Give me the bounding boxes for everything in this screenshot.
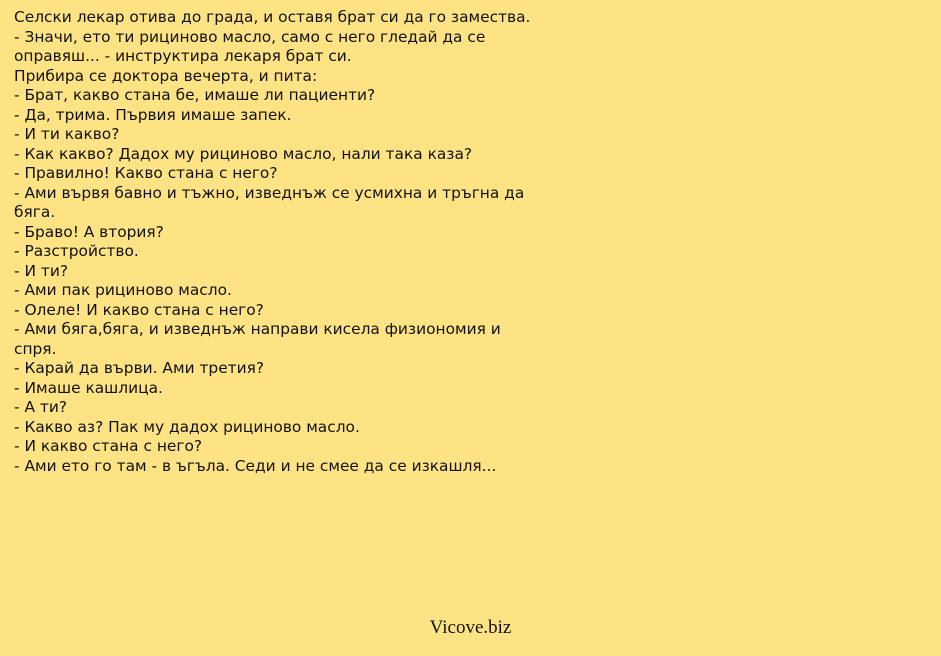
joke-text — [14, 8, 594, 476]
joke-line: - Ами бяга,бяга, и изведнъж направи кисела физиономия и — [14, 320, 501, 338]
joke-line: - Значи, ето ти рициново масло, само с него гледай да се — [14, 27, 486, 46]
joke-line: - Брат, какво стана бе, имаше ли пациенти? — [14, 86, 376, 104]
joke-line: - Разстройство. — [14, 242, 139, 260]
joke-line: бяга. — [14, 203, 56, 221]
joke-line: - А ти? — [14, 398, 68, 416]
joke-line: спря. — [14, 339, 57, 358]
joke-line: - Ами ето го там - в ъгъла. Седи и не смее да се изкашля... — [14, 456, 497, 475]
joke-line: - Карай да върви. Ами третия? — [14, 359, 265, 377]
joke-line: - И какво стана с него? — [14, 437, 203, 455]
joke-line: - Имаше кашлица. — [14, 378, 163, 397]
joke-line: Селски лекар отива до града, и оставя брат си да го замества. — [14, 8, 531, 26]
joke-line: - Да, трима. Първия имаше запек. — [14, 105, 292, 124]
joke-line: оправяш... - инструктира лекаря брат си. — [14, 47, 352, 65]
joke-line: - Ами пак рициново масло. — [14, 281, 232, 299]
site-watermark: Vicove.biz — [429, 617, 512, 638]
joke-line: - Какво аз? Пак му дадох рициново масло. — [14, 417, 360, 436]
joke-line: - Как какво? Дадох му рициново масло, нали така каза? — [14, 144, 473, 163]
joke-line: Прибира се доктора вечерта, и пита: — [14, 66, 318, 85]
joke-line: - Ами вървя бавно и тъжно, изведнъж се усмихна и тръгна да — [14, 183, 525, 202]
joke-line: - И ти? — [14, 261, 68, 280]
joke-line: - Браво! А втория? — [14, 222, 164, 241]
joke-line: - И ти какво? — [14, 125, 120, 143]
joke-line: - Олеле! И какво стана с него? — [14, 300, 264, 319]
joke-line: - Правилно! Какво стана с него? — [14, 164, 278, 182]
